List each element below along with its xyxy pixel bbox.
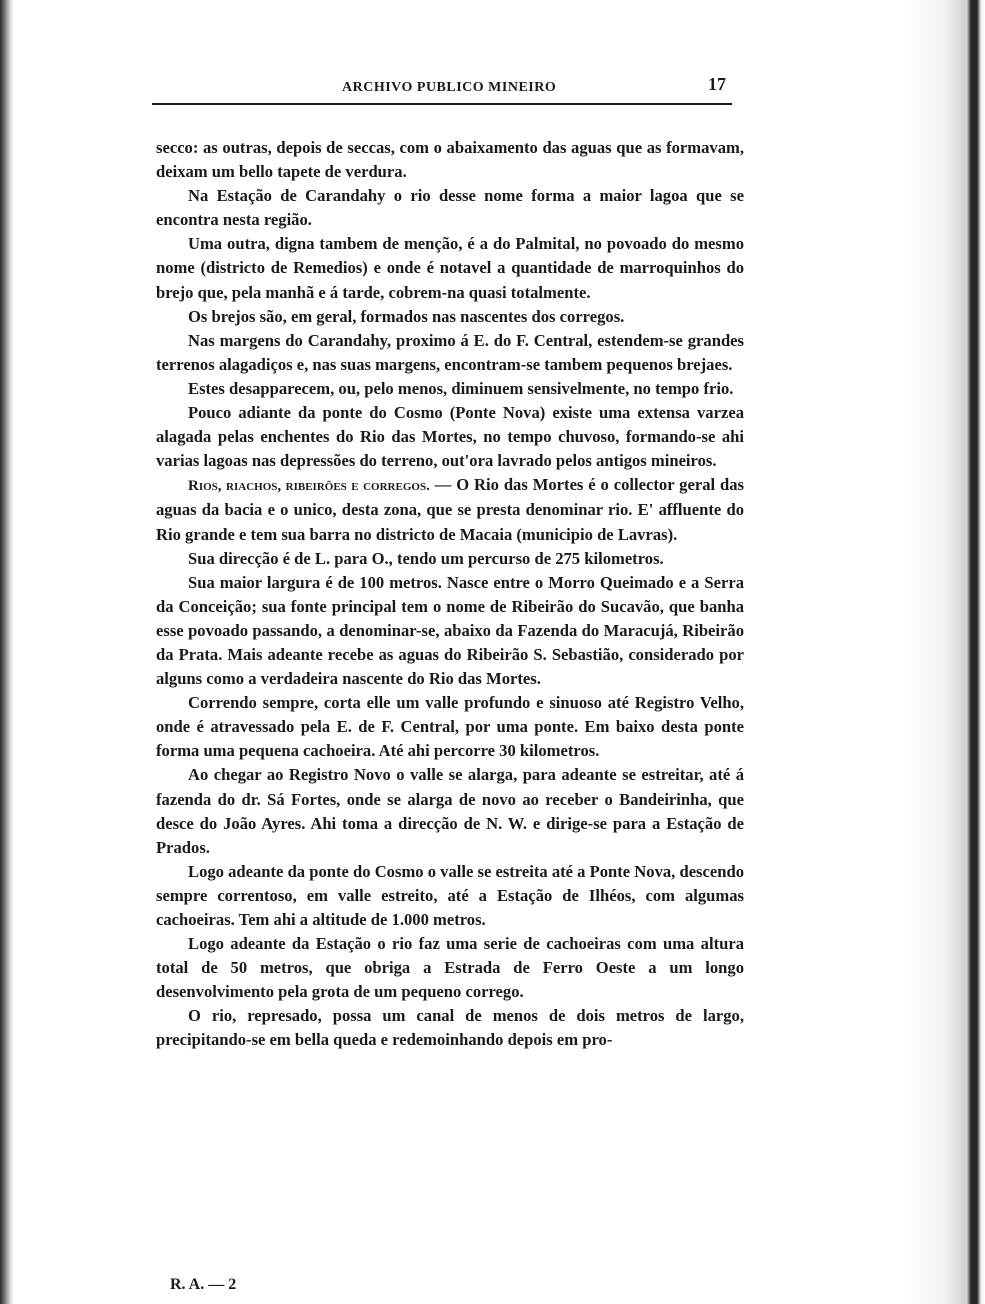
paragraph: Estes desapparecem, ou, pelo menos, diminuem sensivelmente, no tempo frio. [188, 378, 734, 398]
paragraph: Uma outra, digna tambem de menção, é a do Palmital, no povoado do mesmo nome (districto de Remedios) e onde é notavel a quantidade de marroquinhos do brejo que, pela manhã e á tarde, cobrem-na quasi totalmente. [156, 234, 744, 302]
page-number: 17 [708, 74, 726, 94]
paragraph: Ao chegar ao Registro Novo o valle se alarga, para adeante se estreitar, até á fazenda do dr. Sá Fortes, onde se alarga de novo ao receber o Bandeirinha, que desce do João Ayres. Ahi toma a direcção de N. W. e dirige-se para a Estação de Prados. [156, 765, 744, 857]
paragraph: Correndo sempre, corta elle um valle profundo e sinuoso até Registro Velho, onde é atravessado pela E. de F. Central, por uma ponte. Em baixo desta ponte forma uma pequena cachoeira. Até ahi percorre 30 kilometros. [156, 693, 744, 761]
paragraph: Sua direcção é de L. para O., tendo um percurso de 275 kilometros. [188, 548, 664, 568]
scan-right-edge [905, 0, 985, 1304]
section-paragraph [156, 473, 744, 546]
paragraph: secco: as outras, depois de seccas, com o abaixamento das aguas que as formavam, deixam um bello tapete de verdura. [156, 138, 744, 182]
paragraph: Logo adeante da Estação o rio faz uma serie de cachoeiras com uma altura total de 50 metros, que obriga a Estrada de Ferro Oeste a um longo desenvolvimento pela grota de um pequeno corrego. [156, 934, 744, 1002]
running-title: ARCHIVO PUBLICO MINEIRO [342, 80, 557, 95]
section-text: — O Rio das Mortes é o collector geral das aguas da bacia e o unico, desta zona, que se presta denominar rio. E' affluente do Rio grande e tem sua barra no districto de Macaia (municipio de Lavras). [156, 475, 744, 544]
section-heading: Rios, riachos, ribeirões e corregos. [188, 478, 430, 495]
paragraph: Sua maior largura é de 100 metros. Nasce entre o Morro Queimado e a Serra da Conceição; sua fonte principal tem o nome de Ribeirão do Sucavão, que banha esse povoado passando, a denominar-se, abaixo da Fazenda do Maracujá, Ribeirão da Prata. Mais adeante recebe as aguas do Ribeirão S. Sebastião, considerado por alguns como a verdadeira nascente do Rio das Mortes. [156, 572, 744, 689]
signature-mark: R. A. — 2 [170, 1276, 237, 1293]
paragraph: Pouco adiante da ponte do Cosmo (Ponte Nova) existe uma extensa varzea alagada pelas enchentes do Rio das Mortes, no tempo chuvoso, formando-se ahi varias lagoas nas depressões do terreno, out'ora lavrado pelos antigos mineiros. [156, 403, 744, 471]
page-header [152, 74, 730, 102]
scan-left-edge [0, 0, 14, 1304]
paragraph: Nas margens do Carandahy, proximo á E. do F. Central, estendem-se grandes terrenos alagadiços e, nas suas margens, encontram-se tambem pequenos brejaes. [156, 330, 744, 374]
paragraph: Na Estação de Carandahy o rio desse nome forma a maior lagoa que se encontra nesta região. [156, 186, 744, 230]
paragraph: Logo adeante da ponte do Cosmo o valle se estreita até a Ponte Nova, descendo sempre correntoso, em valle estreito, até a Estação de Ilhéos, com algumas cachoeiras. Tem ahi a altitude de 1.000 metros. [156, 861, 745, 929]
body-text [156, 136, 744, 1053]
paragraph: Os brejos são, em geral, formados nas nascentes dos corregos. [188, 306, 625, 326]
header-rule [152, 103, 732, 105]
paragraph: O rio, represado, possa um canal de menos de dois metros de largo, precipitando-se em bella queda e redemoinhando depois em pro- [156, 1006, 744, 1050]
